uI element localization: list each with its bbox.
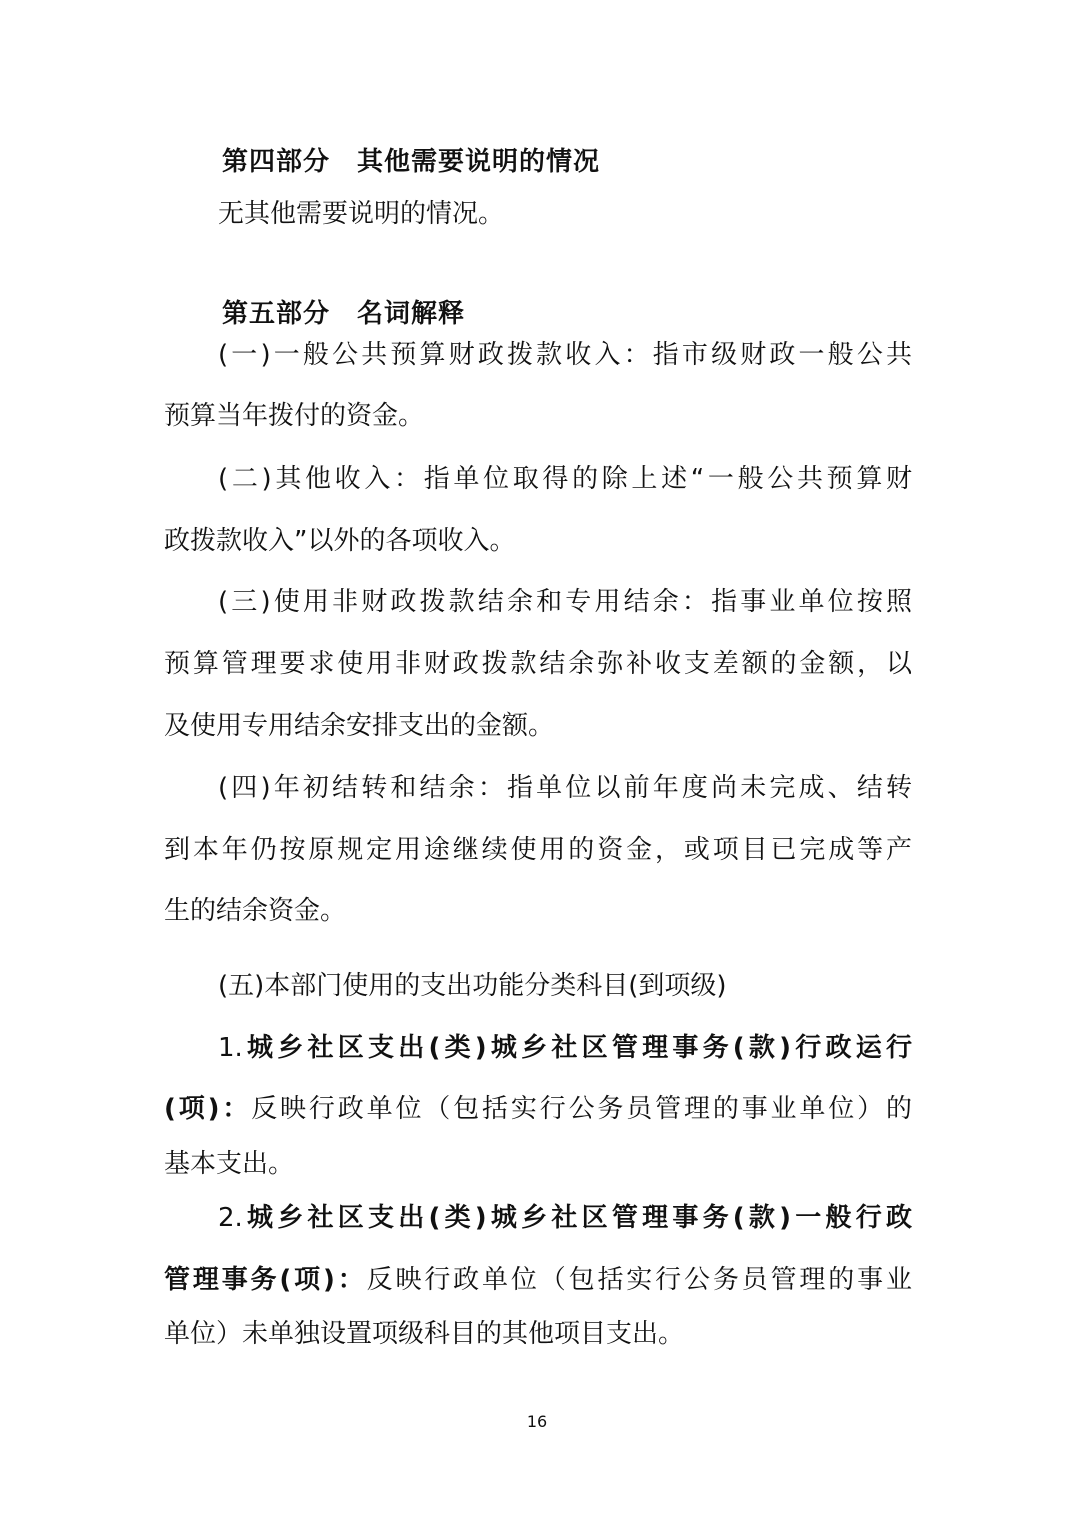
item3-line1: (三)使用非财政拨款结余和专用结余：指事业单位按照: [218, 587, 912, 617]
subitem1-line3: 基本支出。: [164, 1149, 295, 1179]
item4-line1: (四)年初结转和结余：指单位以前年度尚未完成、结转: [218, 773, 912, 803]
item1-line2: 预算当年拨付的资金。: [164, 401, 425, 431]
subitem1-desc: 反映行政单位（包括实行公务员管理的事业单位）的: [251, 1094, 912, 1124]
item4-line2: 到本年仍按原规定用途继续使用的资金，或项目已完成等产: [164, 835, 912, 865]
item3-line2: 预算管理要求使用非财政拨款结余弥补收支差额的金额，以: [164, 649, 912, 679]
item2-line1: (二)其他收入：指单位取得的除上述“一般公共预算财: [218, 464, 912, 494]
part4-heading: 第四部分 其他需要说明的情况: [222, 147, 601, 177]
page-number: 16: [526, 1412, 548, 1431]
subitem1-line2: [164, 1091, 912, 1127]
part5-heading: 第五部分 名词解释: [222, 299, 466, 329]
item4-line3: 生的结余资金。: [164, 896, 347, 926]
subitem1-title-end: (项)：: [164, 1094, 252, 1124]
subitem2-title: 城乡社区支出(类)城乡社区管理事务(款)一般行政: [242, 1203, 912, 1233]
item5-title: (五)本部门使用的支出功能分类科目(到项级): [218, 971, 727, 1001]
subitem2-number: 2.: [218, 1203, 243, 1233]
subitem1-number: 1.: [218, 1033, 243, 1063]
item2-line2: 政拨款收入”以外的各项收入。: [164, 526, 516, 556]
subitem1-title: 城乡社区支出(类)城乡社区管理事务(款)行政运行: [242, 1033, 912, 1063]
subitem2-title-end: 管理事务(项)：: [164, 1265, 367, 1295]
item1-line1: (一)一般公共预算财政拨款收入：指市级财政一般公共: [218, 340, 912, 370]
subitem2-desc: 反映行政单位（包括实行公务员管理的事业: [366, 1265, 912, 1295]
subitem1-line1: [218, 1030, 912, 1066]
subitem2-line1: [218, 1200, 912, 1236]
subitem2-line3: 单位）未单独设置项级科目的其他项目支出。: [164, 1319, 685, 1349]
part4-body: 无其他需要说明的情况。: [218, 199, 505, 229]
subitem2-line2: [164, 1262, 912, 1298]
item3-line3: 及使用专用结余安排支出的金额。: [164, 711, 555, 741]
